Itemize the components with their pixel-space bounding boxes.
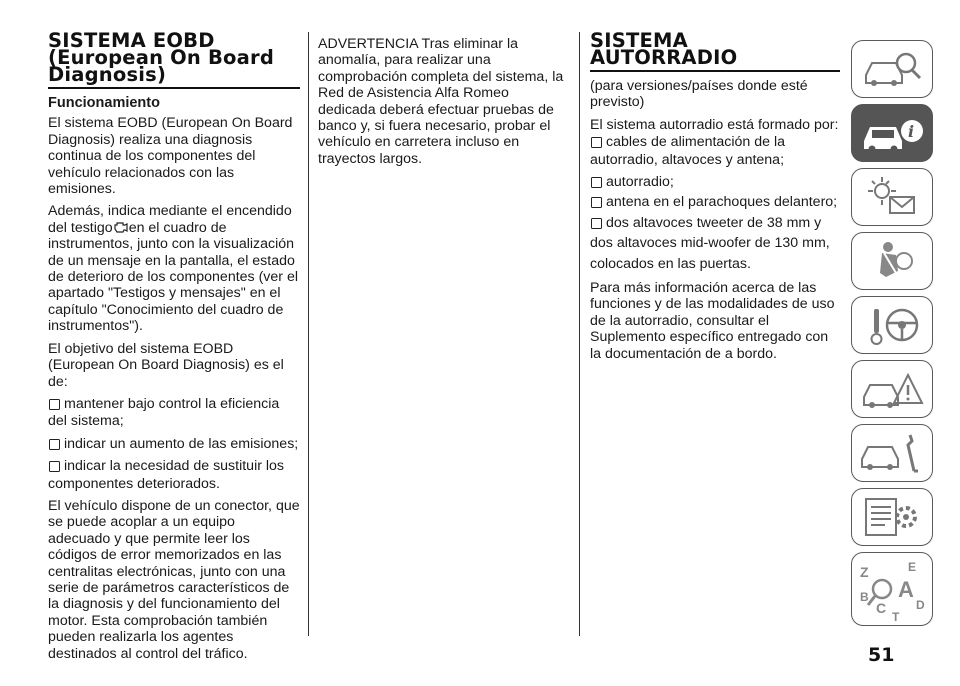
section-title-eobd: SISTEMA EOBD (European On Board Diagnosis) xyxy=(48,32,300,89)
bullet-item xyxy=(590,215,840,231)
car-hazard-icon xyxy=(852,361,932,417)
bullet-text: mantener bajo control la eficiencia xyxy=(64,395,280,412)
index-letter: E xyxy=(908,560,917,574)
section-title-autorradio xyxy=(590,29,840,72)
paragraph: El vehículo dispone de un conector, que se puede acoplar a un equipo adecuado y que permite leer los códigos de error memorizados en las centralitas electrónicas, junto con una serie de parámetros característicos de la diagnosis y del funcionamiento del motor. Esta comprobación también pueden realizarla los agentes destinados al control del tráfico. xyxy=(48,497,300,662)
subheading-funcionamiento: Funcionamiento xyxy=(48,95,160,111)
bullet-item xyxy=(590,134,840,150)
tab-car-maintenance[interactable] xyxy=(851,424,933,482)
bullet-text: indicar la necesidad de sustituir los xyxy=(64,458,285,475)
text-fragment: en el cuadro de instrumentos, junto con la visualización de un mensaje en la pantalla, el estado de deterioro de los componentes (ver el apartado "Testigos y mensajes" en el capítulo "Conocimiento del cuadro de instrumentos"). xyxy=(48,219,298,335)
checkbox-bullet-icon xyxy=(591,137,602,148)
tab-seatbelt-airbag[interactable] xyxy=(851,232,933,290)
seatbelt-airbag-icon xyxy=(852,233,932,289)
bullet-text: indicar un aumento de las emisiones; xyxy=(64,435,299,452)
checkbox-bullet-icon xyxy=(49,399,60,410)
bullet-continuation: autorradio, altavoces y antena; xyxy=(590,151,785,168)
bullet-item xyxy=(590,194,840,210)
engine-warning-icon xyxy=(113,221,129,233)
svg-text:i: i xyxy=(908,122,915,141)
paragraph: (para versiones/países donde esté previsto) xyxy=(590,78,808,111)
bullet-item xyxy=(590,174,840,190)
checkbox-bullet-icon xyxy=(591,177,602,188)
checkbox-bullet-icon xyxy=(591,218,602,229)
text-fragment: Además, indica mediante el encendido del testigo xyxy=(48,203,292,236)
tab-car-search[interactable] xyxy=(851,40,933,98)
index-alphabet-icon xyxy=(852,553,932,625)
index-letter: B xyxy=(860,590,869,604)
page-number: 51 xyxy=(868,644,895,666)
car-search-icon xyxy=(852,41,932,97)
car-maintenance-icon xyxy=(852,425,932,481)
bullet-item xyxy=(48,458,300,474)
paragraph: El objetivo del sistema EOBD (European On Board Diagnosis) es el de: xyxy=(48,340,284,390)
warning-paragraph: ADVERTENCIA Tras eliminar la anomalía, para realizar una comprobación completa del sistema, la Red de Asistencia Alfa Romeo dedicada deberá efectuar pruebas de banco y, si fuera necesario, probar el vehículo en carretera incluso en trayectos largos. xyxy=(318,36,564,167)
index-letter: Z xyxy=(860,564,869,580)
title-line: AUTORRADIO xyxy=(590,46,738,69)
bullet-continuation: dos altavoces mid-woofer de 130 mm, xyxy=(590,235,830,252)
warning-lights-icon xyxy=(852,169,932,225)
bullet-continuation: colocados en las puertas. xyxy=(590,255,751,272)
bullet-text: autorradio; xyxy=(606,174,674,191)
checkbox-bullet-icon xyxy=(49,439,60,450)
column-eobd xyxy=(48,30,300,668)
tab-car-hazard[interactable] xyxy=(851,360,933,418)
bullet-text: dos altavoces tweeter de 38 mm y xyxy=(606,214,822,231)
tab-index[interactable] xyxy=(851,552,933,626)
column-divider xyxy=(308,32,309,636)
checkbox-bullet-icon xyxy=(49,461,60,472)
paragraph-warning-light xyxy=(48,203,300,334)
bullet-item xyxy=(48,396,300,412)
key-steering-wheel-icon xyxy=(852,297,932,353)
car-info-icon xyxy=(852,105,932,161)
checkbox-bullet-icon xyxy=(591,197,602,208)
bullet-continuation: del sistema; xyxy=(48,413,124,430)
bullet-text: antena en el parachoques delantero; xyxy=(606,194,838,211)
index-letter: T xyxy=(892,610,900,624)
paragraph: El sistema EOBD (European On Board Diagnosis) realiza una diagnosis continua de los componentes del vehículo relacionados con las emisiones. xyxy=(48,115,293,198)
title-line: SISTEMA xyxy=(590,29,688,52)
tab-warning-lights[interactable] xyxy=(851,168,933,226)
index-letter: D xyxy=(916,598,925,612)
index-letter: A xyxy=(898,577,914,602)
bullet-item xyxy=(48,436,300,452)
column-autorradio xyxy=(590,30,840,368)
paragraph: Para más información acerca de las funciones y de las modalidades de uso de la autorradio, consultar el Suplemento específico entregado con la documentación de a bordo. xyxy=(590,280,835,362)
tab-specifications[interactable] xyxy=(851,488,933,546)
bullet-continuation: componentes deteriorados. xyxy=(48,475,220,492)
index-letter: C xyxy=(876,600,887,616)
column-divider xyxy=(579,32,580,636)
specs-gear-icon xyxy=(852,489,932,545)
bullet-text: cables de alimentación de la xyxy=(606,134,786,151)
paragraph: El sistema autorradio está formado por: xyxy=(590,116,839,133)
tab-car-info[interactable] xyxy=(851,104,933,162)
column-advertencia xyxy=(318,36,570,173)
tab-key-steering[interactable] xyxy=(851,296,933,354)
